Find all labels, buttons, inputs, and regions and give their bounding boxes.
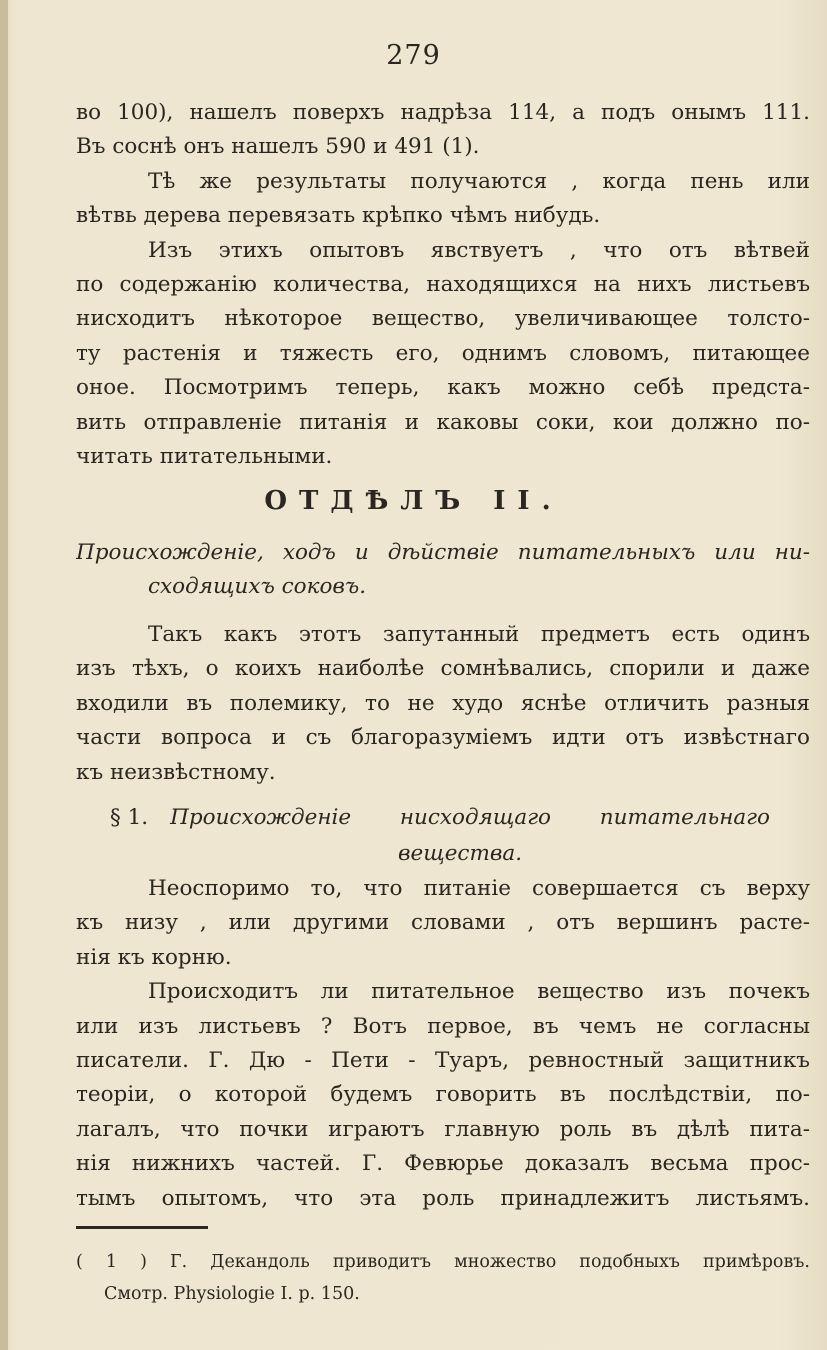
section-heading: ОТДѢЛЪ II. bbox=[264, 486, 563, 516]
subsection-number: § 1. bbox=[110, 805, 149, 830]
text-line: лагалъ, что почки играютъ главную роль въ дѣлѣ пита- bbox=[76, 1116, 810, 1142]
text-line: Тѣ же результаты получаются , когда пень или bbox=[148, 168, 810, 194]
text-line: оное. Посмотримъ теперь, какъ можно себѣ предста- bbox=[76, 375, 810, 401]
text-line: по содержанію количества, находящихся на нихъ листьевъ bbox=[76, 271, 810, 297]
text-line: тымъ опытомъ, что эта роль принадлежитъ листьямъ. bbox=[76, 1185, 810, 1211]
footnote bbox=[76, 1246, 810, 1310]
section-subtitle bbox=[76, 535, 810, 604]
subtitle-line: Происхожденіе, ходъ и дѣйствіе питательныхъ или ни- bbox=[76, 540, 810, 565]
text-line: во 100), нашелъ поверхъ надрѣза 114, а подъ онымъ 111. bbox=[76, 100, 810, 125]
text-line: Въ соснѣ онъ нашелъ 590 и 491 (1). bbox=[76, 134, 480, 160]
page-spine-edge bbox=[0, 0, 8, 1350]
text-line: нія нижнихъ частей. Г. Февюрье доказалъ весьма прос- bbox=[76, 1151, 810, 1177]
text-line: изъ тѣхъ, о коихъ наиболѣе сомнѣвались, спорили и даже bbox=[76, 656, 810, 682]
text-line: къ низу , или другими словами , отъ вершинъ расте- bbox=[76, 910, 810, 936]
subtitle-line: сходящихъ соковъ. bbox=[148, 574, 367, 600]
text-line: писатели. Г. Дю - Пети - Туаръ, ревностный защитникъ bbox=[76, 1047, 810, 1073]
subsection-title-line: вещества. bbox=[397, 841, 523, 866]
subsection-heading bbox=[110, 800, 770, 872]
text-line: Происходитъ ли питательное вещество изъ почекъ bbox=[148, 979, 810, 1005]
text-line: нисходитъ нѣкоторое вещество, увеличивающее толсто- bbox=[76, 306, 810, 332]
text-line: къ неизвѣстному. bbox=[76, 759, 276, 785]
text-line: Такъ какъ этотъ запутанный предметъ есть одинъ bbox=[148, 622, 810, 647]
paragraph-block-1 bbox=[76, 96, 810, 474]
text-line: вить отправленіе питанія и каковы соки, кои должно по- bbox=[76, 409, 810, 435]
text-line: входили въ полемику, то не худо яснѣе отличить разныя bbox=[76, 690, 810, 716]
text-line: части вопроса и съ благоразуміемъ идти отъ извѣстнаго bbox=[76, 725, 810, 751]
footnote-rule bbox=[76, 1226, 208, 1229]
footnote-line: ( 1 ) Г. Декандоль приводитъ множество подобныхъ примѣровъ. bbox=[76, 1252, 810, 1272]
text-line: ту растенія и тяжесть его, однимъ словомъ, питающее bbox=[76, 340, 810, 366]
paragraph-block-3 bbox=[76, 872, 810, 1216]
text-line: вѣтвь дерева перевязать крѣпко чѣмъ нибудь. bbox=[76, 203, 601, 229]
text-line: теоріи, о которой будемъ говорить въ послѣдствіи, по- bbox=[76, 1082, 810, 1108]
text-line: читать питательными. bbox=[76, 443, 333, 469]
page-number: 279 bbox=[386, 40, 441, 71]
subsection-title-line: Происхожденіе нисходящаго питательнаго bbox=[170, 805, 770, 830]
footnote-line: Смотр. Physiologie I. p. 150. bbox=[104, 1284, 360, 1304]
paragraph-block-2 bbox=[76, 618, 810, 790]
text-line: или изъ листьевъ ? Вотъ первое, въ чемъ не согласны bbox=[76, 1013, 810, 1039]
text-line: Неоспоримо то, что питаніе совершается съ верху bbox=[148, 876, 810, 901]
text-line: нія къ корню. bbox=[76, 944, 232, 970]
text-line: Изъ этихъ опытовъ явствуетъ , что отъ вѣтвей bbox=[148, 237, 810, 263]
